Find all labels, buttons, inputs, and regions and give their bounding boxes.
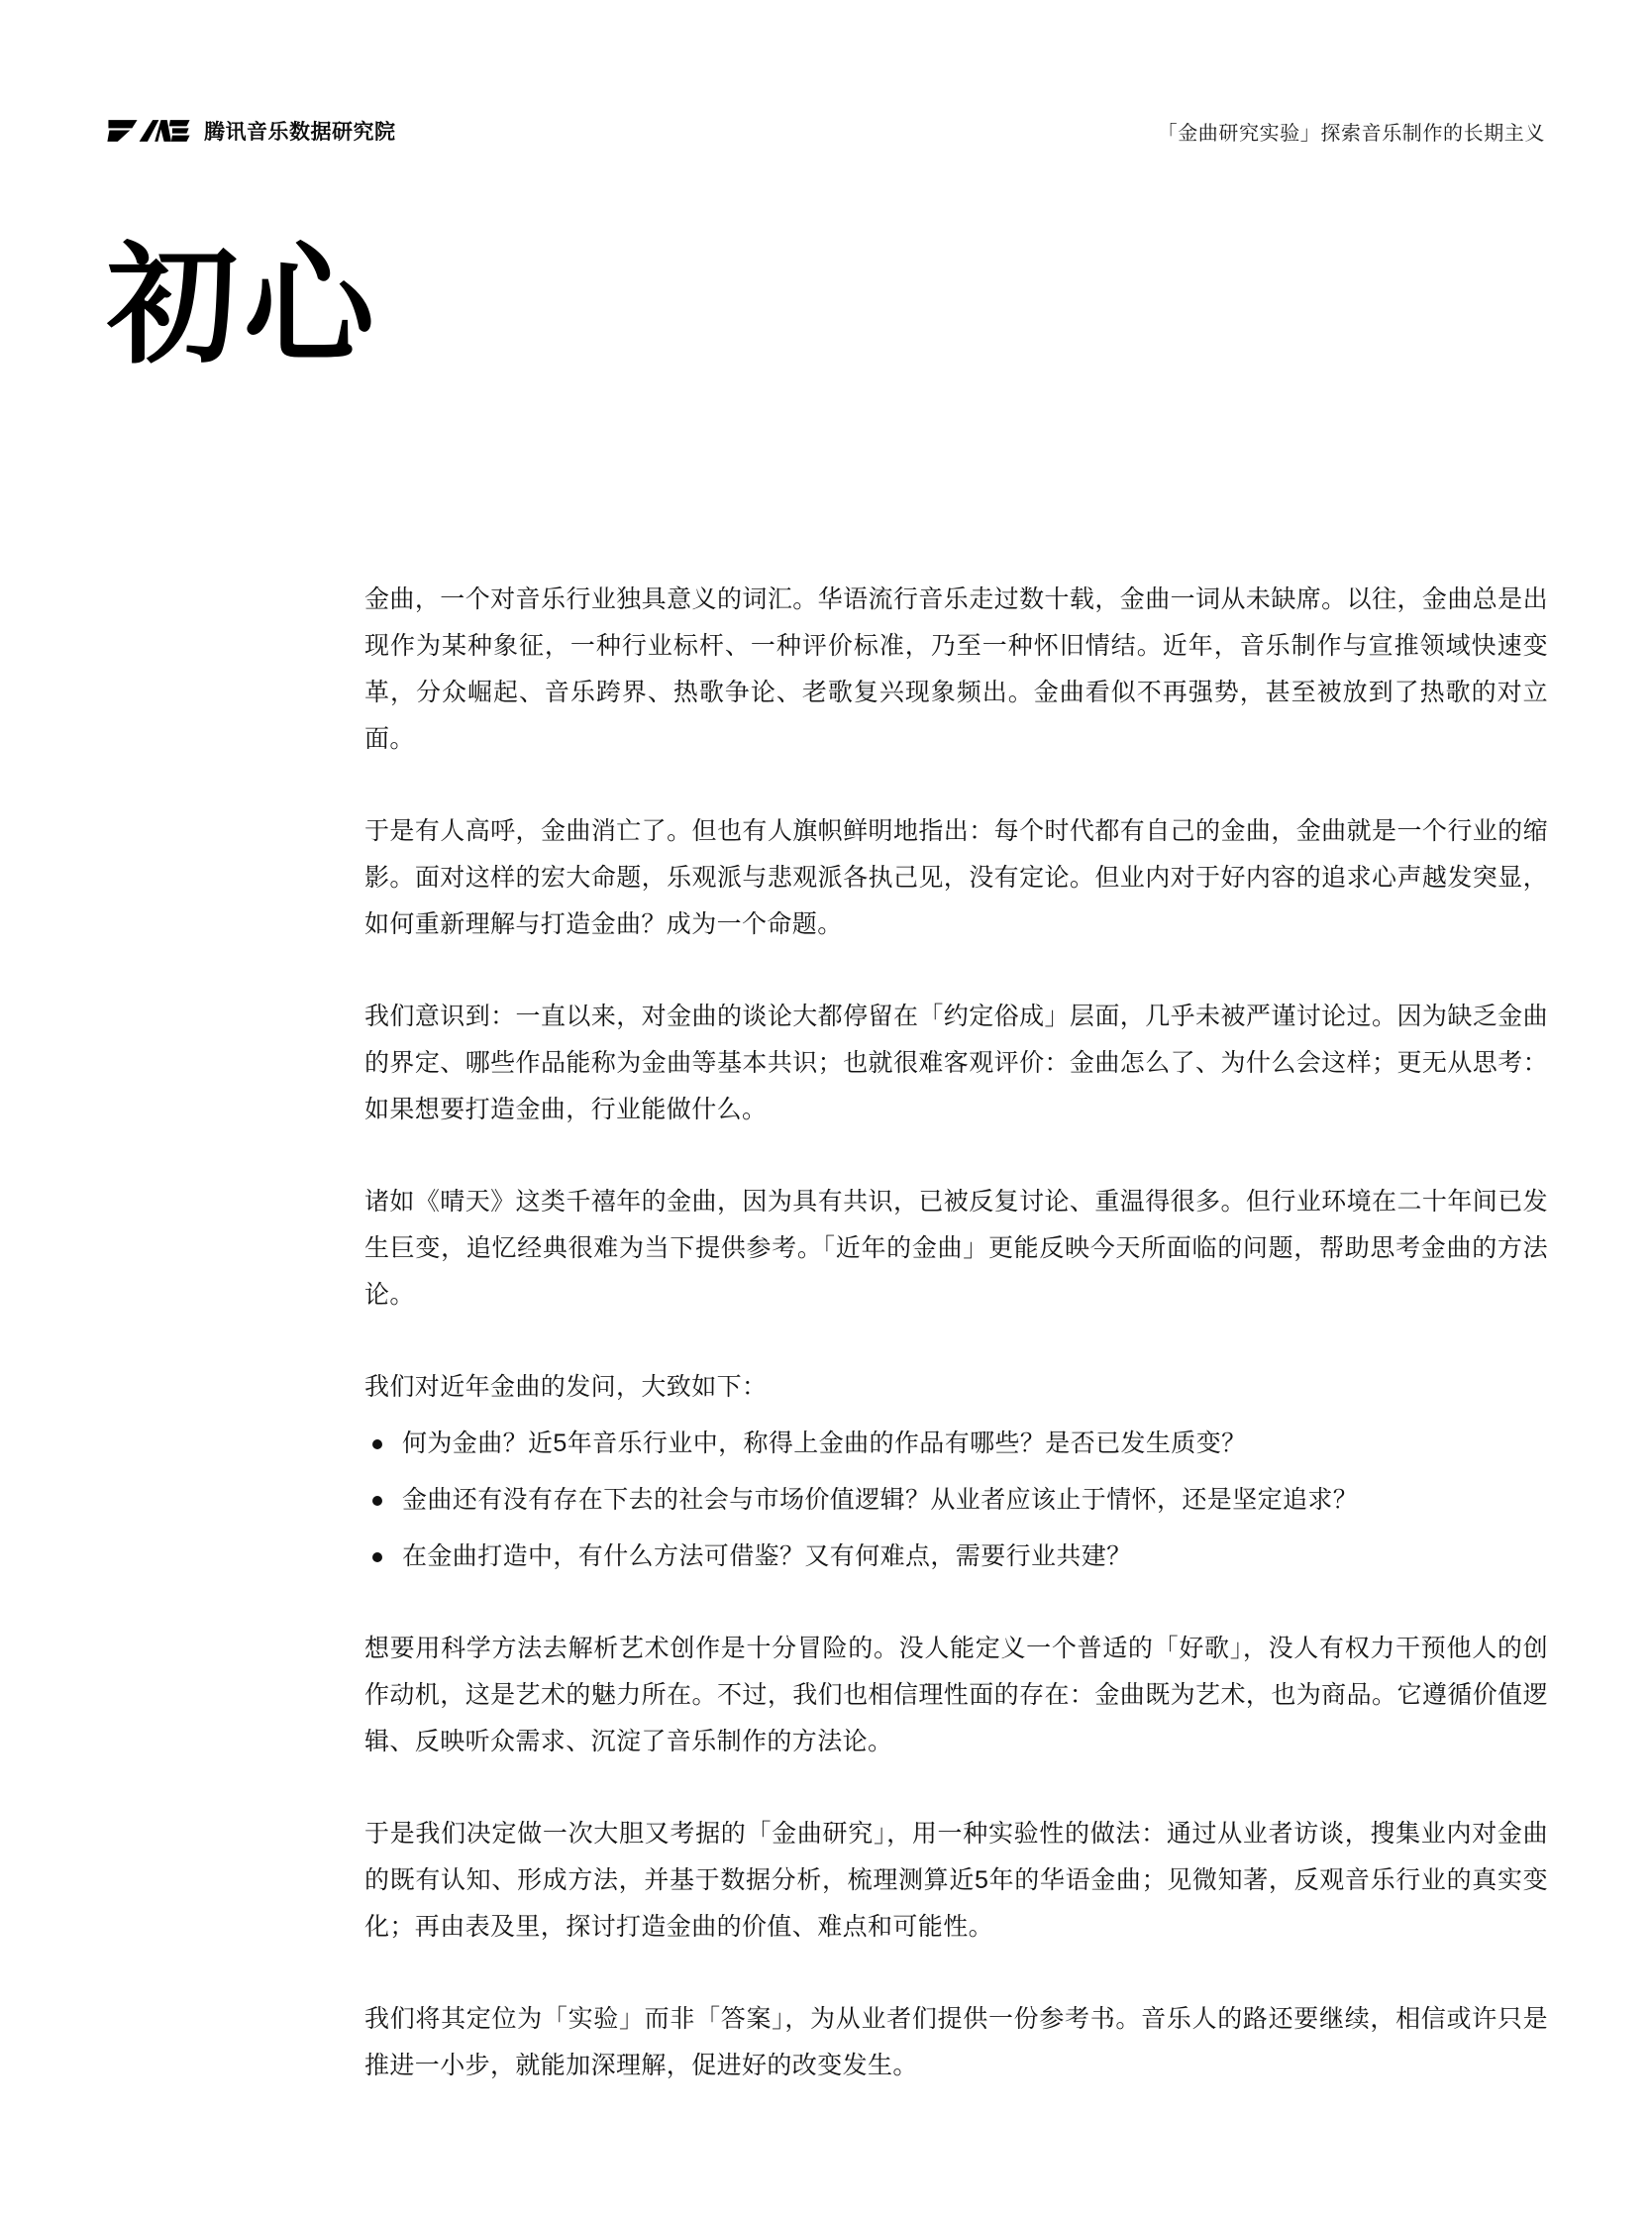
paragraph: 我们将其定位为「实验」而非「答案」，为从业者们提供一份参考书。音乐人的路还要继续，相信或许只是推进一小步，就能加深理解，促进好的改变发生。 xyxy=(364,2005,1548,2079)
question-list-intro: 我们对近年金曲的发问，大致如下： xyxy=(364,1373,768,1401)
brand-name: 腾讯音乐数据研究院 xyxy=(204,121,396,144)
list-item-label: 金曲还有没有存在下去的社会与市场价值逻辑？从业者应该止于情怀，还是坚定追求？ xyxy=(402,1486,1359,1514)
paragraph: 金曲，一个对音乐行业独具意义的词汇。华语流行音乐走过数十载，金曲一词从未缺席。以往，金曲总是出现作为某种象征，一种行业标杆、一种评价标准，乃至一种怀旧情结。近年，音乐制作与宣推领域快速变革，分众崛起、音乐跨界、热歌争论、老歌复兴现象频出。金曲看似不再强势，甚至被放到了热歌的对立面。 xyxy=(364,585,1548,753)
header-tagline: 「金曲研究实验」探索音乐制作的长期主义 xyxy=(1157,122,1545,145)
body-content xyxy=(364,577,1548,2089)
page-title: 初心 xyxy=(107,233,380,378)
page-header xyxy=(107,111,1545,151)
tme-logo-icon xyxy=(107,118,190,144)
list-item-label: 在金曲打造中，有什么方法可借鉴？又有何难点，需要行业共建？ xyxy=(402,1542,1132,1570)
list-item-label: 何为金曲？近5年音乐行业中，称得上金曲的作品有哪些？是否已发生质变？ xyxy=(402,1429,1247,1457)
brand xyxy=(107,116,396,146)
bullet-icon xyxy=(372,1496,382,1506)
list-item xyxy=(364,1477,1548,1524)
question-list xyxy=(364,1421,1548,1580)
paragraph: 我们意识到：一直以来，对金曲的谈论大都停留在「约定俗成」层面，几乎未被严谨讨论过。因为缺乏金曲的界定、哪些作品能称为金曲等基本共识；也就很难客观评价：金曲怎么了、为什么会这样；更无从思考：如果想要打造金曲，行业能做什么。 xyxy=(364,1003,1548,1123)
bullet-icon xyxy=(372,1439,382,1449)
paragraph: 想要用科学方法去解析艺术创作是十分冒险的。没人能定义一个普适的「好歌」，没人有权力干预他人的创作动机，这是艺术的魅力所在。不过，我们也相信理性面的存在：金曲既为艺术，也为商品。它遵循价值逻辑、反映听众需求、沉淀了音乐制作的方法论。 xyxy=(364,1635,1548,1755)
list-item xyxy=(364,1534,1548,1580)
paragraph: 诸如《晴天》这类千禧年的金曲，因为具有共识，已被反复讨论、重温得很多。但行业环境在二十年间已发生巨变，追忆经典很难为当下提供参考。「近年的金曲」更能反映今天所面临的问题，帮助思考金曲的方法论。 xyxy=(364,1188,1548,1309)
list-item xyxy=(364,1421,1548,1467)
paragraph: 于是有人高呼，金曲消亡了。但也有人旗帜鲜明地指出：每个时代都有自己的金曲，金曲就是一个行业的缩影。面对这样的宏大命题，乐观派与悲观派各执己见，没有定论。但业内对于好内容的追求心声越发突显，如何重新理解与打造金曲？成为一个命题。 xyxy=(364,817,1548,938)
bullet-icon xyxy=(372,1552,382,1562)
paragraph: 于是我们决定做一次大胆又考据的「金曲研究」，用一种实验性的做法：通过从业者访谈，搜集业内对金曲的既有认知、形成方法，并基于数据分析，梳理测算近5年的华语金曲；见微知著，反观音乐行业的真实变化；再由表及里，探讨打造金曲的价值、难点和可能性。 xyxy=(364,1820,1548,1941)
